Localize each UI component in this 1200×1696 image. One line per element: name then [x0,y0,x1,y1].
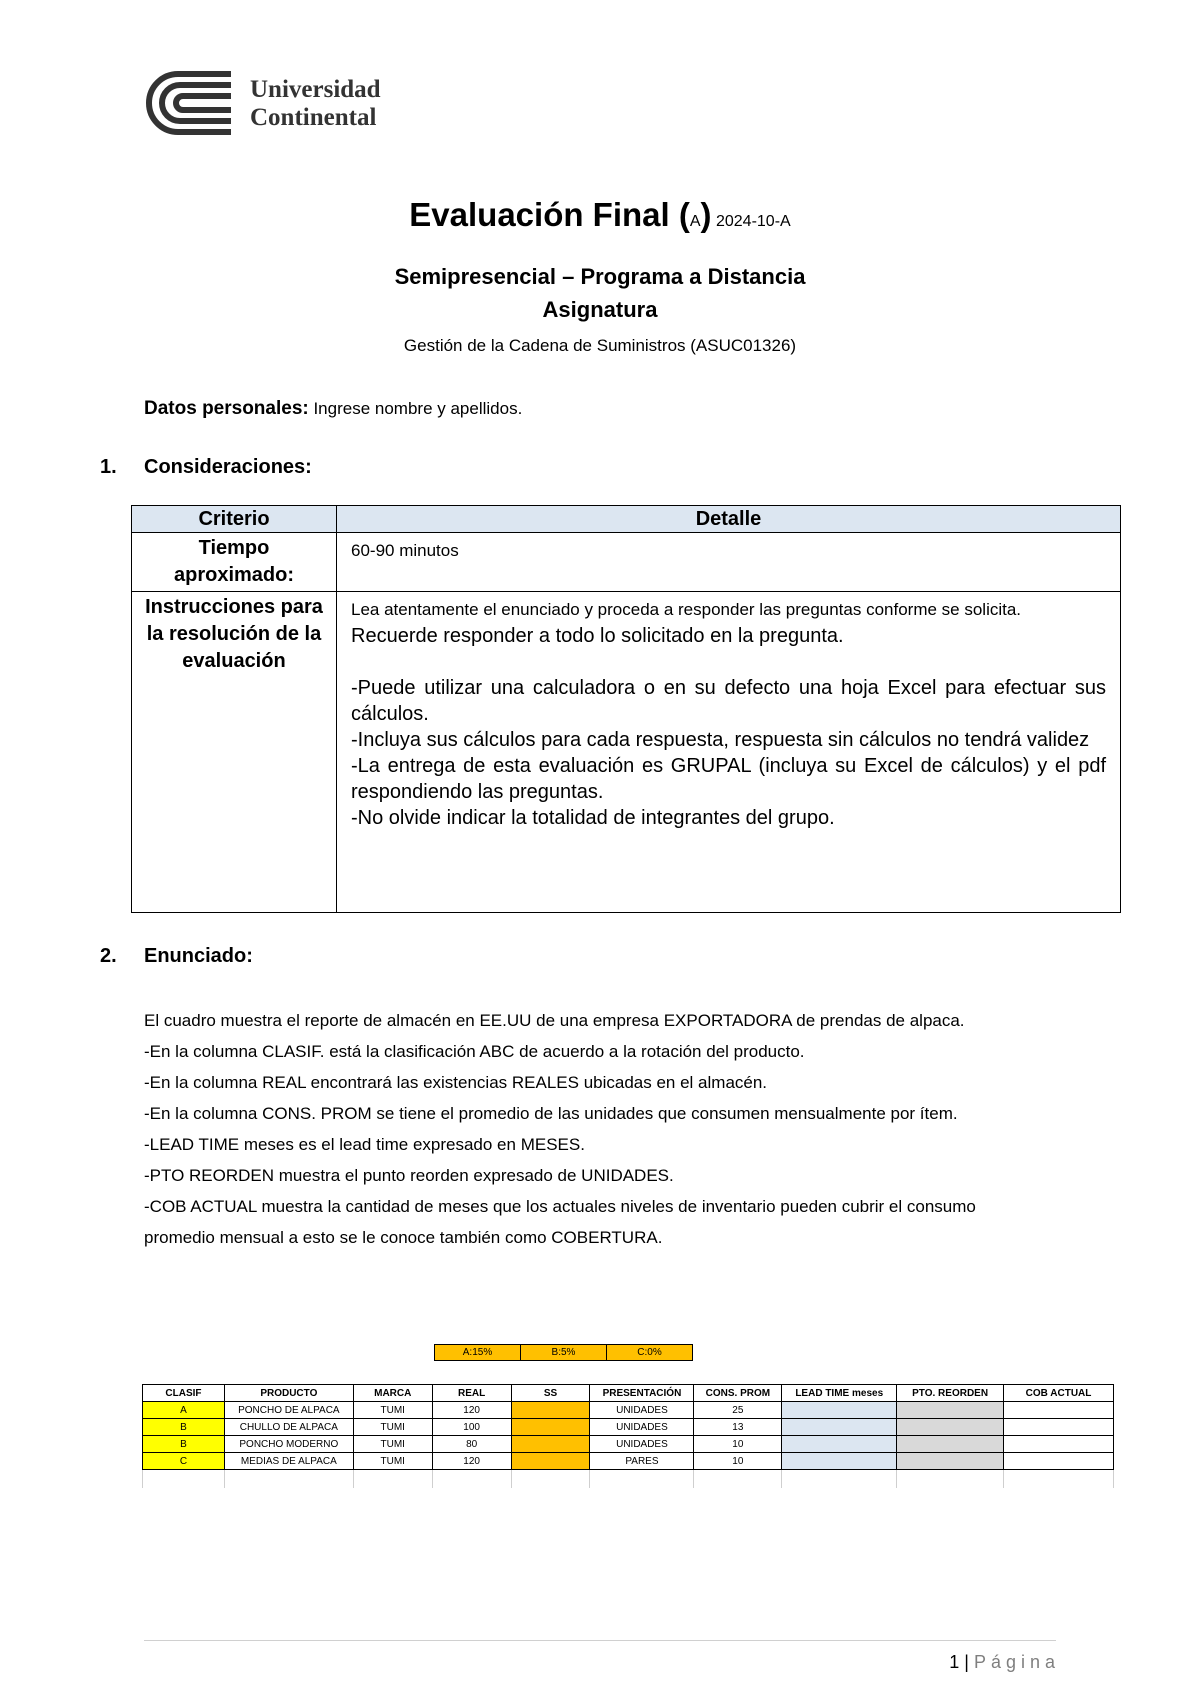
enunciado-text [144,1005,1044,1253]
enunciado-line: -PTO REORDEN muestra el punto reorden expresado de UNIDADES. [144,1166,674,1185]
cell-pto-reorden [897,1402,1004,1419]
cell-marca: TUMI [353,1402,432,1419]
empty-cell [590,1470,694,1489]
university-name-line1: Universidad [250,76,381,103]
cell-real: 100 [432,1419,511,1436]
footer-divider [144,1640,1056,1641]
empty-cell [511,1470,590,1489]
page-title [0,196,1200,234]
instruction-line: -No olvide indicar la totalidad de integrantes del grupo. [351,807,835,829]
cell-cob-actual [1004,1419,1114,1436]
empty-cell [224,1470,353,1489]
page-label: Página [973,1652,1060,1672]
title-variant: A [689,213,701,230]
inventory-table [142,1384,1114,1488]
cell-clasif: B [143,1436,225,1453]
enunciado-line: El cuadro muestra el reporte de almacén en EE.UU de una empresa EXPORTADORA de prendas de alpaca. [144,1011,965,1030]
empty-cell [432,1470,511,1489]
criteria-header-row [132,506,1121,533]
inventory-header-row [143,1385,1114,1402]
cell-real: 120 [432,1453,511,1470]
empty-cell [782,1470,897,1489]
criteria-header-detalle: Detalle [337,506,1121,533]
enunciado-line: -En la columna CONS. PROM se tiene el promedio de las unidades que consumen mensualmente por ítem. [144,1104,958,1123]
cell-producto: PONCHO MODERNO [224,1436,353,1453]
personal-data-label: Datos personales: [144,398,309,419]
col-clasif: CLASIF [143,1385,225,1402]
section-2-number: 2. [100,945,117,967]
criteria-row-instructions [132,592,1121,913]
cell-real: 120 [432,1402,511,1419]
cell-clasif: B [143,1419,225,1436]
empty-cell [1004,1470,1114,1489]
cell-lead-time [782,1436,897,1453]
cell-ss [511,1453,590,1470]
cell-marca: TUMI [353,1436,432,1453]
title-main: Evaluación Final ( [409,196,690,233]
enunciado-line: -LEAD TIME meses es el lead time expresado en MESES. [144,1135,585,1154]
cell-presentacion: UNIDADES [590,1436,694,1453]
instructions-detail [337,592,1121,913]
cell-clasif: C [143,1453,225,1470]
table-row [143,1402,1114,1419]
cell-producto: MEDIAS DE ALPACA [224,1453,353,1470]
table-row [143,1436,1114,1453]
col-presentacion: PRESENTACIÓN [590,1385,694,1402]
cell-pto-reorden [897,1419,1004,1436]
time-value: 60-90 minutos [337,533,1121,592]
col-marca: MARCA [353,1385,432,1402]
section-1-title: Consideraciones: [144,456,312,478]
title-close: ) [700,196,712,233]
criteria-row-time [132,533,1121,592]
cell-lead-time [782,1419,897,1436]
col-ss: SS [511,1385,590,1402]
col-cons-prom: CONS. PROM [694,1385,782,1402]
personal-data-value: Ingrese nombre y apellidos. [308,399,523,418]
section-2-title: Enunciado: [144,945,253,967]
instruction-line: Lea atentamente el enunciado y proceda a responder las preguntas conforme se solicita. [351,600,1022,619]
personal-data [144,398,522,420]
legend-b: B:5% [521,1345,607,1361]
cell-cons-prom: 25 [694,1402,782,1419]
university-name-line2: Continental [250,104,377,131]
instruction-line: -Puede utilizar una calculadora o en su defecto una hoja Excel para efectuar sus cálculos. [351,677,1106,725]
table-row [143,1453,1114,1470]
col-producto: PRODUCTO [224,1385,353,1402]
cell-cob-actual [1004,1436,1114,1453]
instruction-spacer [351,649,1106,675]
course-name: Gestión de la Cadena de Suministros (ASUC01326) [403,336,797,355]
modality-subtitle: Semipresencial – Programa a Distancia [394,264,806,289]
cell-producto: CHULLO DE ALPACA [224,1419,353,1436]
cell-clasif: A [143,1402,225,1419]
col-pto-reorden: PTO. REORDEN [897,1385,1004,1402]
col-cob-actual: COB ACTUAL [1004,1385,1114,1402]
empty-cell [143,1470,225,1489]
instruction-line: -Incluya sus cálculos para cada respuesta, respuesta sin cálculos no tendrá validez [351,729,1090,751]
cell-cob-actual [1004,1453,1114,1470]
empty-cell [353,1470,432,1489]
cell-marca: TUMI [353,1419,432,1436]
cell-real: 80 [432,1436,511,1453]
cell-pto-reorden [897,1453,1004,1470]
cell-cons-prom: 10 [694,1436,782,1453]
criteria-header-criterio: Criterio [132,506,337,533]
title-period: 2024-10-A [711,213,791,230]
footer-separator: | [959,1652,974,1672]
university-logo-mark-icon [143,68,235,138]
col-lead-time: LEAD TIME meses [782,1385,897,1402]
col-real: REAL [432,1385,511,1402]
enunciado-line: -En la columna CLASIF. está la clasificación ABC de acuerdo a la rotación del producto. [144,1042,805,1061]
empty-cell [694,1470,782,1489]
enunciado-line: -En la columna REAL encontrará las existencias REALES ubicadas en el almacén. [144,1073,768,1092]
instruction-line: Recuerde responder a todo lo solicitado en la pregunta. [351,625,844,647]
cell-pto-reorden [897,1436,1004,1453]
empty-row [143,1470,1114,1489]
table-row [143,1419,1114,1436]
cell-cob-actual [1004,1402,1114,1419]
cell-cons-prom: 13 [694,1419,782,1436]
cell-lead-time [782,1402,897,1419]
section-1-number: 1. [100,456,117,478]
instructions-label: Instrucciones para la resolución de la evaluación [132,592,337,913]
university-name [250,76,381,132]
safety-stock-legend [434,1344,693,1361]
cell-presentacion: UNIDADES [590,1402,694,1419]
page-footer [949,1652,1060,1673]
cell-presentacion: PARES [590,1453,694,1470]
empty-cell [897,1470,1004,1489]
section-2-heading [100,945,253,968]
cell-ss [511,1419,590,1436]
legend-a: A:15% [435,1345,521,1361]
cell-lead-time [782,1453,897,1470]
asignatura-label: Asignatura [542,297,658,322]
page-number: 1 [949,1652,960,1672]
time-label: Tiempo aproximado: [132,533,337,592]
criteria-table [131,505,1121,913]
cell-producto: PONCHO DE ALPACA [224,1402,353,1419]
legend-c: C:0% [607,1345,693,1361]
section-1-heading [100,456,312,479]
cell-ss [511,1436,590,1453]
university-logo [143,68,403,140]
cell-ss [511,1402,590,1419]
cell-cons-prom: 10 [694,1453,782,1470]
cell-presentacion: UNIDADES [590,1419,694,1436]
enunciado-line: -COB ACTUAL muestra la cantidad de meses que los actuales niveles de inventario pueden cubrir el consumo promedio mensual a esto se le conoce también como COBERTURA. [144,1197,976,1247]
cell-marca: TUMI [353,1453,432,1470]
instruction-line: -La entrega de esta evaluación es GRUPAL (incluya su Excel de cálculos) y el pdf respondiendo las preguntas. [351,755,1106,803]
